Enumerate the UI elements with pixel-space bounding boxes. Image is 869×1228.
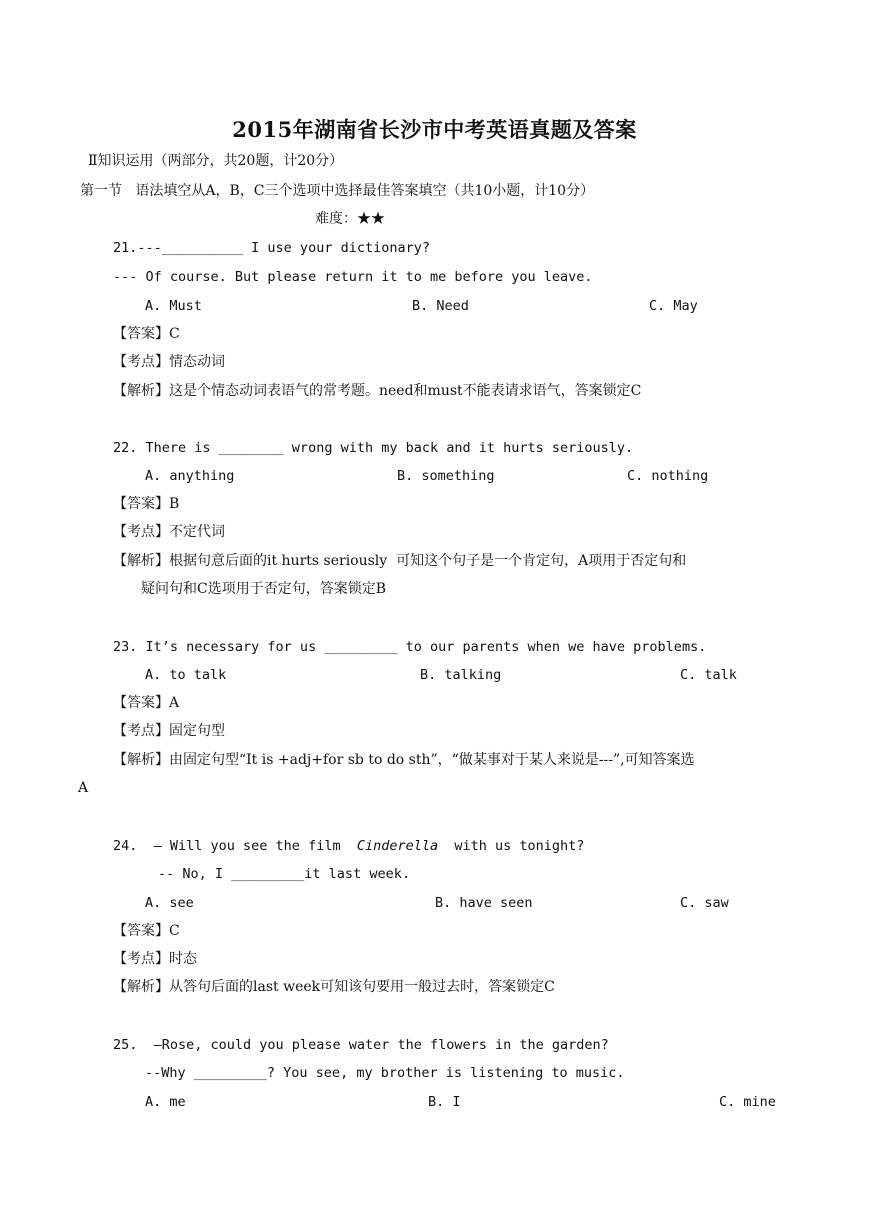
q24-point (113, 949, 197, 969)
q21-analysis (113, 381, 641, 401)
answer-label: 【答案】 (113, 923, 169, 939)
q22-analysis-cont: 疑问句和C选项用于否定句，答案锁定B (141, 581, 386, 597)
q21-option-b: B. Need (412, 298, 469, 314)
q21-point-value: 情态动词 (169, 354, 225, 370)
q22-point-value: 不定代词 (169, 524, 225, 540)
difficulty-rating: 难度：★★ (315, 211, 385, 227)
q22-analysis (113, 551, 686, 571)
q22-analysis-value: 根据句意后面的it hurts seriously 可知这个句子是一个肯定句，A项用于否定句和 (169, 553, 687, 569)
answer-label: 【答案】 (113, 695, 169, 711)
q24-reply: -- No, I _________it last week. (158, 866, 410, 882)
q24-answer-value: C (169, 923, 180, 939)
q23-option-c: C. talk (680, 667, 737, 683)
page-title: 2015年湖南省长沙市中考英语真题及答案 (232, 117, 637, 142)
q23-answer (113, 693, 179, 713)
point-label: 【考点】 (113, 524, 169, 540)
q22-option-a: A. anything (145, 468, 235, 484)
q25-option-b: B. I (428, 1094, 461, 1110)
analysis-label: 【解析】 (113, 752, 169, 768)
q23-option-a: A. to talk (145, 667, 227, 683)
q22-point (113, 522, 225, 542)
q23-answer-value: A (169, 695, 180, 711)
q23-point-value: 固定句型 (169, 723, 225, 739)
q25-option-c: C. mine (719, 1094, 776, 1110)
q22-stem: 22. There is ________ wrong with my back and it hurts seriously. (113, 440, 634, 456)
answer-label: 【答案】 (113, 326, 169, 342)
q23-analysis (113, 750, 695, 770)
q24-option-a: A. see (145, 895, 194, 911)
q25-stem: 25. –Rose, could you please water the flowers in the garden? (113, 1037, 609, 1053)
q23-analysis-cont: A (78, 780, 89, 796)
q22-option-b: B. something (397, 468, 495, 484)
q24-analysis-value: 从答句后面的last week可知该句要用一般过去时，答案锁定C (169, 979, 555, 995)
q21-reply: --- Of course. But please return it to me before you leave. (113, 269, 593, 285)
q24-option-c: C. saw (680, 895, 729, 911)
q24-stem-pre: 24. – Will you see the film (113, 838, 357, 854)
q22-option-c: C. nothing (627, 468, 709, 484)
q23-option-b: B. talking (420, 667, 502, 683)
answer-label: 【答案】 (113, 496, 169, 512)
q24-stem-post: with us tonight? (438, 838, 585, 854)
analysis-label: 【解析】 (113, 383, 169, 399)
q23-point (113, 721, 225, 741)
q21-analysis-value: 这是个情态动词表语气的常考题。need和must不能表请求语气，答案锁定C (169, 383, 642, 399)
analysis-label: 【解析】 (113, 553, 169, 569)
section1-instructions: 第一节 语法填空从A，B，C三个选项中选择最佳答案填空（共10小题，计10分） (80, 183, 595, 199)
q21-option-a: A. Must (145, 298, 202, 314)
point-label: 【考点】 (113, 723, 169, 739)
point-label: 【考点】 (113, 951, 169, 967)
section-header: Ⅱ知识运用（两部分，共20题，计20分） (88, 153, 344, 169)
q25-reply: --Why _________? You see, my brother is listening to music. (145, 1065, 625, 1081)
analysis-label: 【解析】 (113, 979, 169, 995)
q22-answer-value: B (169, 496, 180, 512)
q22-answer (113, 494, 179, 514)
q21-point (113, 352, 225, 372)
q24-option-b: B. have seen (435, 895, 533, 911)
q21-answer-value: C (169, 326, 180, 342)
q24-analysis (113, 977, 555, 997)
q23-stem: 23. It’s necessary for us _________ to our parents when we have problems. (113, 639, 707, 655)
q24-point-value: 时态 (169, 951, 197, 967)
point-label: 【考点】 (113, 354, 169, 370)
q24-answer (113, 921, 180, 941)
q21-option-c: C. May (649, 298, 698, 314)
q21-answer (113, 324, 180, 344)
q25-option-a: A. me (145, 1094, 186, 1110)
q24-stem (113, 836, 584, 856)
q24-film-title: Cinderella (356, 838, 439, 854)
q21-stem: 21.---__________ I use your dictionary? (113, 240, 430, 256)
q23-analysis-value: 由固定句型“It is +adj+for sb to do sth”，“做某事对于某人来说是---”,可知答案选 (169, 752, 695, 768)
